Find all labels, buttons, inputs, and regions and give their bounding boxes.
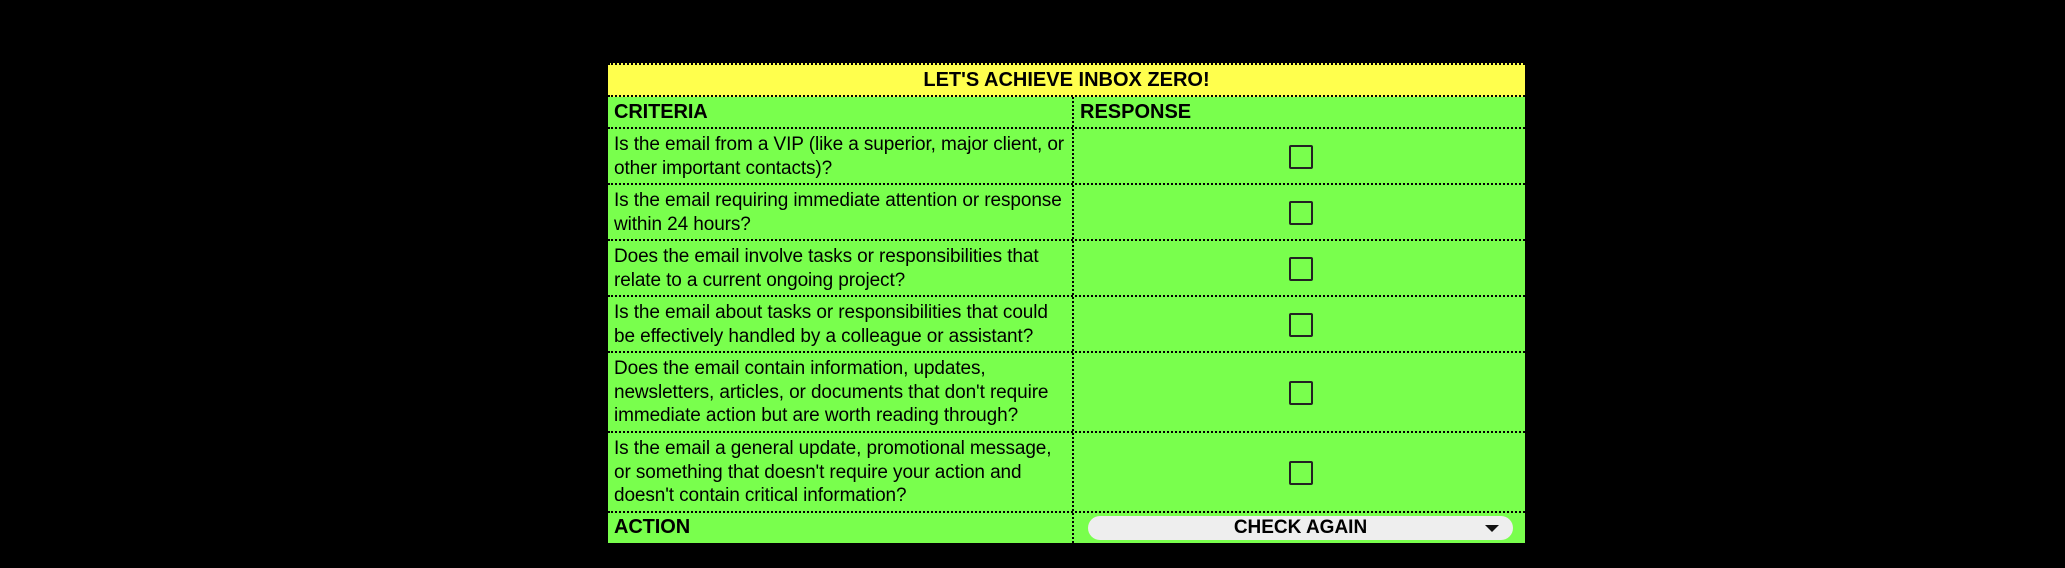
response-cell	[1074, 297, 1525, 351]
criteria-text: Is the email a general update, promotional message, or something that doesn't require your action and doesn't contain critical information?	[608, 433, 1074, 511]
action-dropdown[interactable]	[1088, 516, 1513, 540]
header-row	[608, 97, 1525, 129]
response-cell	[1074, 433, 1525, 511]
criteria-row	[608, 433, 1525, 513]
chevron-down-icon[interactable]	[1485, 525, 1499, 532]
criteria-row	[608, 241, 1525, 297]
criteria-text: Is the email about tasks or responsibilities that could be effectively handled by a colleague or assistant?	[608, 297, 1074, 351]
action-row	[608, 513, 1525, 543]
response-checkbox-delegate[interactable]	[1289, 313, 1313, 337]
criteria-text: Does the email contain information, updates, newsletters, articles, or documents that don't require immediate action but are worth reading through?	[608, 353, 1074, 431]
response-cell	[1074, 353, 1525, 431]
sheet-title: LET'S ACHIEVE INBOX ZERO!	[608, 63, 1525, 97]
response-cell	[1074, 241, 1525, 295]
inbox-zero-sheet	[606, 63, 1527, 543]
criteria-row	[608, 353, 1525, 433]
criteria-text: Is the email from a VIP (like a superior, major client, or other important contacts)?	[608, 129, 1074, 183]
criteria-header: CRITERIA	[608, 97, 1074, 127]
criteria-row	[608, 297, 1525, 353]
response-checkbox-general[interactable]	[1289, 461, 1313, 485]
response-checkbox-project[interactable]	[1289, 257, 1313, 281]
response-checkbox-vip[interactable]	[1289, 145, 1313, 169]
action-dropdown-value: CHECK AGAIN	[1233, 517, 1368, 538]
response-checkbox-urgent[interactable]	[1289, 201, 1313, 225]
criteria-text: Does the email involve tasks or responsibilities that relate to a current ongoing project?	[608, 241, 1074, 295]
criteria-text: Is the email requiring immediate attention or response within 24 hours?	[608, 185, 1074, 239]
response-header: RESPONSE	[1080, 101, 1192, 123]
response-cell	[1074, 185, 1525, 239]
action-label: ACTION	[608, 513, 1074, 543]
response-checkbox-reading[interactable]	[1289, 381, 1313, 405]
response-cell	[1074, 129, 1525, 183]
criteria-row	[608, 185, 1525, 241]
criteria-row	[608, 129, 1525, 185]
action-cell	[1074, 513, 1525, 543]
